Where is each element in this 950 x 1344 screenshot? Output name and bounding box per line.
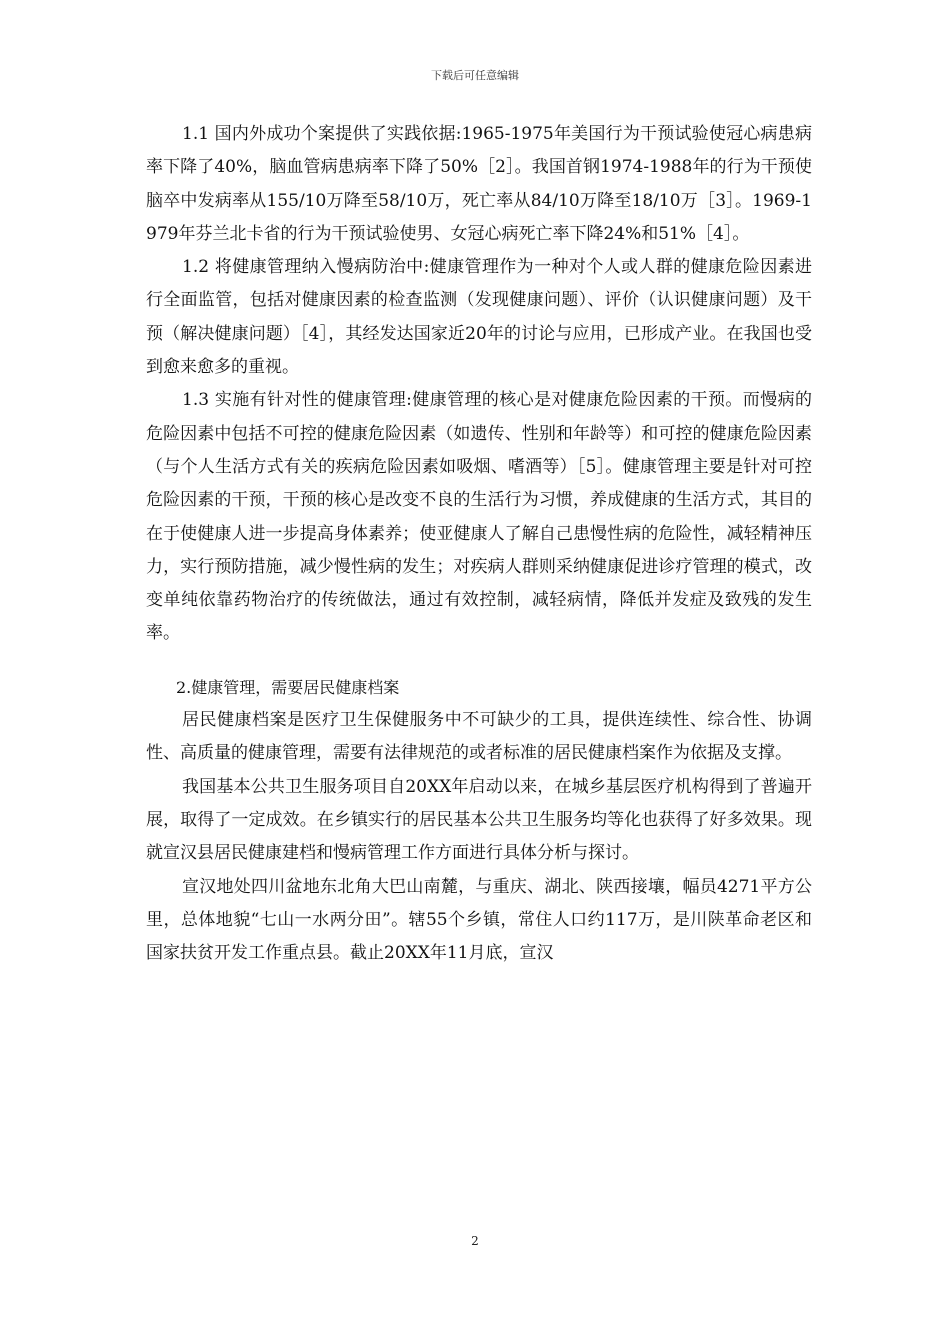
paragraph-1-2: 1.2 将健康管理纳入慢病防治中:健康管理作为一种对个人或人群的健康危险因素进行全面监管，包括对健康因素的检查监测（发现健康问题）、评价（认识健康问题）及干预（解决健康问题）［4］，其经发达国家近20年的讨论与应用，已形成产业。在我国也受到愈来愈多的重视。 <box>146 257 812 378</box>
paragraph-1-1: 1.1 国内外成功个案提供了实践依据:1965-1975年美国行为干预试验使冠心病患病率下降了40%，脑血管病患病率下降了50%［2］。我国首钢1974-1988年的行为干预使脑卒中发病率从155/10万降至58/10万，死亡率从84/10万降至18/10万［3］。1969-1979年芬兰北卡省的行为干预试验使男、女冠心病死亡率下降24%和51%［4］。 <box>146 124 812 244</box>
page-number: 2 <box>471 1234 479 1248</box>
paragraph-1-3: 1.3 实施有针对性的健康管理:健康管理的核心是对健康危险因素的干预。而慢病的危险因素中包括不可控的健康危险因素（如遗传、性别和年龄等）和可控的健康危险因素（与个人生活方式有关的疾病危险因素如吸烟、嗜酒等）［5］。健康管理主要是针对可控危险因素的干预，干预的核心是改变不良的生活行为习惯，养成健康的生活方式，其目的在于使健康人进一步提高身体素养；使亚健康人了解自己患慢性病的危险性，减轻精神压力，实行预防措施，减少慢性病的发生；对疾病人群则采纳健康促进诊疗管理的模式，改变单纯依靠药物治疗的传统做法，通过有效控制，减轻病情，降低并发症及致残的发生率。 <box>146 390 812 644</box>
section-gap <box>146 651 812 671</box>
section-heading: 2.健康管理，需要居民健康档案 <box>176 677 400 697</box>
paragraph-public-health: 我国基本公共卫生服务项目自20XX年启动以来，在城乡基层医疗机构得到了普遍开展，取得了一定成效。在乡镇实行的居民基本公共卫生服务均等化也获得了好多效果。现就宣汉县居民健康建档和慢病管理工作方面进行具体分析与探讨。 <box>146 776 812 864</box>
paragraph-health-records: 居民健康档案是医疗卫生保健服务中不可缺少的工具，提供连续性、综合性、协调性、高质量的健康管理，需要有法律规范的或者标准的居民健康档案作为依据及支撑。 <box>146 710 812 764</box>
paragraph-xuanhan: 宣汉地处四川盆地东北角大巴山南麓，与重庆、湖北、陕西接壤，幅员4271平方公里，总体地貌“七山一水两分田”。辖55个乡镇，常住人口约117万，是川陕革命老区和国家扶贫开发工作重点县。截止20XX年11月底，宣汉 <box>146 876 812 964</box>
page-header: 下载后可任意编辑 <box>431 69 519 82</box>
document-body <box>146 118 812 970</box>
